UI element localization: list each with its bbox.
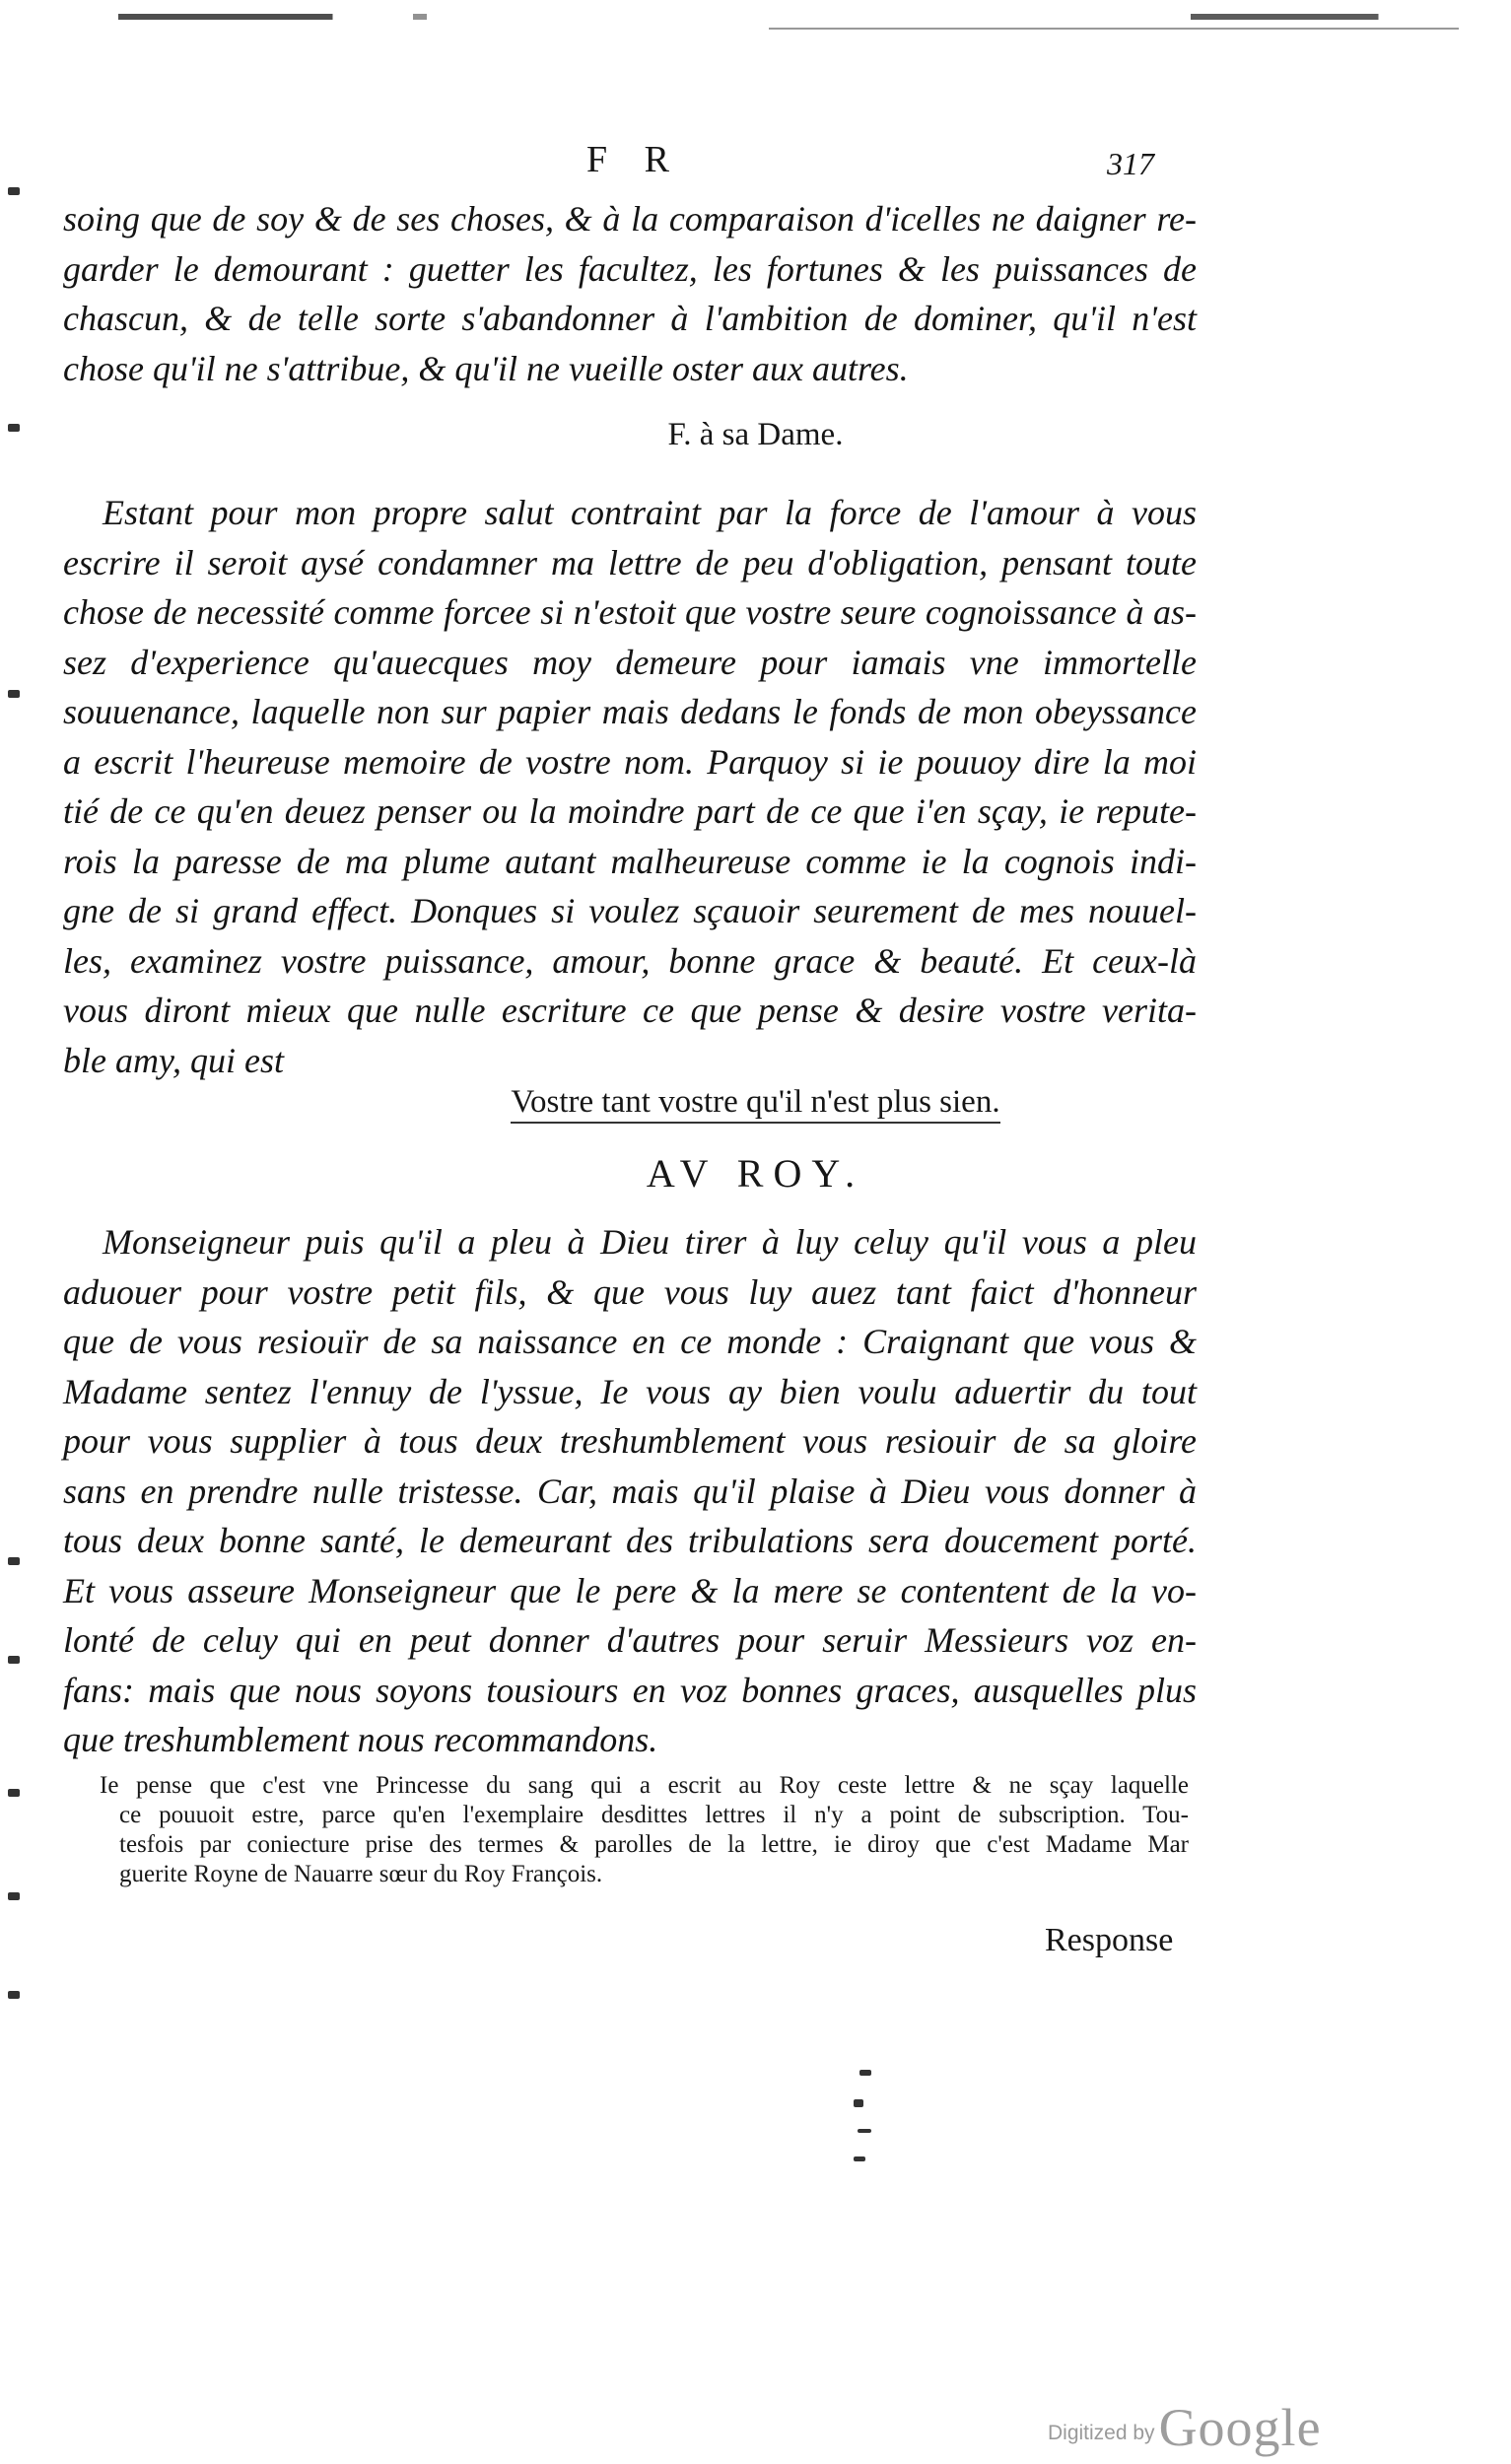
letter-heading-dame: F. à sa Dame. [667, 417, 844, 452]
running-head: F R [586, 139, 683, 180]
text-line: gne de si grand effect. Donques si voulez sçauoir seurement de mes nouuel- [63, 891, 1197, 930]
text-line: escrire il seroit aysé condamner ma lettre de peu d'obligation, pensant toute [63, 542, 1197, 582]
watermark-prefix: Digitized by [1048, 2422, 1155, 2444]
top-edge-rule-secondary [769, 28, 1459, 30]
catchword: Response [1045, 1922, 1174, 1958]
note-line: tesfois par coniecture prise des termes & parolles de la lettre, ie diroy que c'est Madame Mar [119, 1831, 1189, 1858]
text-line: fans: mais que nous soyons tousiours en voz bonnes graces, ausquelles plus [63, 1670, 1197, 1710]
top-edge-rule [118, 14, 1459, 20]
text-line: tié de ce qu'en deuez penser ou la moindre part de ce que i'en sçay, ie repute- [63, 791, 1197, 831]
ink-speck [854, 2099, 863, 2107]
text-line: Monseigneur puis qu'il a pleu à Dieu tirer à luy celuy qu'il vous a pleu [103, 1222, 1197, 1262]
text-line: chascun, & de telle sorte s'abandonner à l'ambition de dominer, qu'il n'est [63, 299, 1197, 338]
gutter-mark [8, 690, 20, 698]
gutter-mark [8, 187, 20, 195]
ink-speck [859, 2070, 871, 2076]
text-line: pour vous supplier à tous deux treshumblement vous resiouir de sa gloire [63, 1421, 1197, 1461]
text-line: sans en prendre nulle tristesse. Car, mais qu'il plaise à Dieu vous donner à [63, 1471, 1197, 1511]
digitization-watermark [1048, 2397, 1322, 2458]
text-line: sez d'experience qu'auecques moy demeure pour iamais vne immortelle [63, 642, 1197, 682]
letter-heading-roy: AV ROY. [646, 1151, 865, 1196]
text-line: chose qu'il ne s'attribue, & qu'il ne vueille oster aux autres. [63, 348, 909, 388]
signoff-text: Vostre tant vostre qu'il n'est plus sien. [511, 1084, 999, 1124]
letter-signoff [0, 1084, 1511, 1121]
ink-speck [858, 2129, 871, 2133]
ink-speck [854, 2156, 865, 2161]
text-line: souuenance, laquelle non sur papier mais dedans le fonds de mon obeyssance [63, 692, 1197, 731]
text-line: que treshumblement nous recommandons. [63, 1720, 658, 1759]
watermark-brand: Google [1158, 2398, 1322, 2457]
page-number: 317 [1107, 146, 1154, 181]
text-line: Madame sentez l'ennuy de l'yssue, Ie vous ay bien voulu aduertir du tout [63, 1371, 1197, 1411]
text-line: aduouer pour vostre petit fils, & que vous luy auez tant faict d'honneur [63, 1271, 1197, 1312]
editor-note [100, 1771, 1189, 1889]
text-line: Estant pour mon propre salut contraint par la force de l'amour à vous [103, 493, 1197, 532]
text-block-letter-roy [63, 1217, 1197, 1765]
note-line: ce pouuoit estre, parce qu'en l'exemplaire desdittes lettres il n'y a point de subscription. Tou- [119, 1802, 1189, 1828]
text-line: les, examinez vostre puissance, amour, bonne grace & beauté. Et ceux-là [63, 940, 1197, 981]
gutter-mark [8, 1656, 20, 1664]
text-line: soing que de soy & de ses choses, & à la comparaison d'icelles ne daigner re- [63, 199, 1197, 239]
gutter-mark [8, 1892, 20, 1900]
text-block-letter-dame [63, 488, 1197, 1085]
text-line: lonté de celuy qui en peut donner d'autres pour seruir Messieurs voz en- [63, 1620, 1197, 1660]
text-line: garder le demourant : guetter les facultez, les fortunes & les puissances de [63, 248, 1197, 289]
gutter-mark [8, 1557, 20, 1565]
text-block-opening [63, 194, 1197, 393]
text-line: a escrit l'heureuse memoire de vostre nom. Parquoy si ie pouuoy dire la moi [63, 741, 1197, 782]
gutter-mark [8, 1789, 20, 1797]
text-line: rois la paresse de ma plume autant malheureuse comme ie la cognois indi- [63, 841, 1197, 881]
text-line: que de vous resiouïr de sa naissance en ce monde : Craignant que vous & [63, 1322, 1197, 1361]
text-line: ble amy, qui est [63, 1040, 284, 1080]
gutter-mark [8, 1991, 20, 1999]
text-line: Et vous asseure Monseigneur que le pere & la mere se contentent de la vo- [63, 1570, 1197, 1610]
text-line: tous deux bonne santé, le demeurant des tribulations sera doucement porté. [63, 1521, 1197, 1560]
text-line: chose de necessité comme forcee si n'estoit que vostre seure cognoissance à as- [63, 592, 1197, 632]
note-line: Ie pense que c'est vne Princesse du sang qui a escrit au Roy ceste lettre & ne sçay laquelle [100, 1772, 1189, 1799]
note-line: guerite Royne de Nauarre sœur du Roy François. [119, 1861, 603, 1887]
text-line: vous diront mieux que nulle escriture ce que pense & desire vostre verita- [63, 991, 1197, 1030]
